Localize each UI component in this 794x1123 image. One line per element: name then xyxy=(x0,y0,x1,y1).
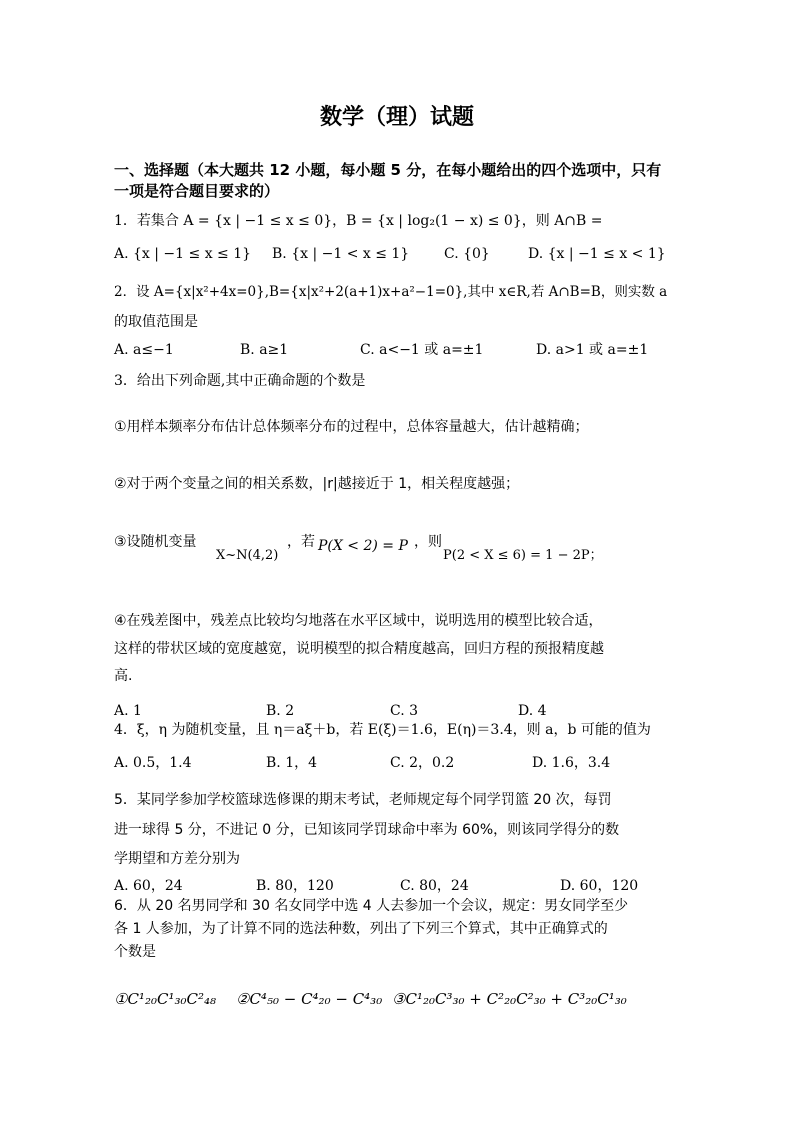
q6-formula-2: ②C⁴₅₀ − C⁴₂₀ − C⁴₃₀ xyxy=(236,990,383,1008)
q2-option-d: D. a>1 或 a=±1 xyxy=(536,342,649,358)
section-heading-line2: 一项是符合题目要求的） xyxy=(114,182,280,200)
q6-formula-3: ③C¹₂₀C³₃₀ + C²₂₀C²₃₀ + C³₂₀C¹₃₀ xyxy=(392,990,627,1008)
q5-option-b: B. 80，120 xyxy=(256,878,334,894)
q4-option-d: D. 1.6，3.4 xyxy=(532,755,611,771)
q5-stem-line1: 5．某同学参加学校篮球选修课的期末考试，老师规定每个同学罚篮 20 次，每罚 xyxy=(114,792,612,808)
q4-option-b: B. 1，4 xyxy=(266,755,318,771)
q1-stem: 1．若集合 A = {x | −1 ≤ x ≤ 0}，B = {x | log₂(1 − x) ≤ 0}，则 A∩B = xyxy=(114,213,603,229)
q2-option-b: B. a≥1 xyxy=(240,342,289,358)
q3-statement-3-result: P(2 < X ≤ 6) = 1 − 2P； xyxy=(443,548,603,563)
q2-stem-line2: 的取值范围是 xyxy=(114,314,198,330)
q3-stem: 3．给出下列命题,其中正确命题的个数是 xyxy=(114,373,366,389)
q1-option-a: A. {x | −1 ≤ x ≤ 1} xyxy=(114,246,252,262)
q1-option-c: C. {0} xyxy=(444,246,490,262)
q3-statement-1: ①用样本频率分布估计总体频率分布的过程中，总体容量越大，估计越精确； xyxy=(114,419,589,435)
q5-option-c: C. 80，24 xyxy=(400,878,469,894)
q3-statement-2: ②对于两个变量之间的相关系数，|r|越接近于 1，相关程度越强； xyxy=(114,476,520,492)
q3-statement-4-line1: ④在残差图中，残差点比较均匀地落在水平区域中，说明选用的模型比较合适， xyxy=(114,613,603,629)
q1-option-b: B. {x | −1 < x ≤ 1} xyxy=(272,246,410,262)
q3-statement-3-condition: P(X < 2) = P xyxy=(318,538,408,554)
q3-statement-3-then: ，则 xyxy=(414,534,442,550)
q6-formula-1: ①C¹₂₀C¹₃₀C²₄₈ xyxy=(114,990,216,1008)
q3-statement-3-label: ③设随机变量 xyxy=(114,534,197,550)
q2-option-a: A. a≤−1 xyxy=(114,342,174,358)
q4-option-a: A. 0.5，1.4 xyxy=(114,755,192,771)
q3-option-d: D. 4 xyxy=(518,703,547,719)
q2-stem-line1: 2．设 A={x|x²+4x=0},B={x|x²+2(a+1)x+a²−1=0},其中 x∈R,若 A∩B=B，则实数 a xyxy=(114,284,668,300)
q5-stem-line2: 进一球得 5 分，不进记 0 分，已知该同学罚球命中率为 60%，则该同学得分的数 xyxy=(114,822,620,838)
q6-stem-line3: 个数是 xyxy=(114,944,156,960)
page-title: 数学（理）试题 xyxy=(319,105,474,130)
q4-option-c: C. 2，0.2 xyxy=(390,755,455,771)
q3-statement-4-line3: 高. xyxy=(114,668,133,684)
q5-option-d: D. 60，120 xyxy=(560,878,639,894)
q6-stem-line2: 各 1 人参加，为了计算不同的选法种数，列出了下列三个算式，其中正确算式的 xyxy=(114,921,608,937)
q6-stem-line1: 6．从 20 名男同学和 30 名女同学中选 4 人去参加一个会议，规定：男女同学至少 xyxy=(114,898,629,914)
q5-stem-line3: 学期望和方差分别为 xyxy=(114,851,240,867)
q5-option-a: A. 60，24 xyxy=(114,878,183,894)
q3-statement-4-line2: 这样的带状区域的宽度越宽，说明模型的拟合精度越高，回归方程的预报精度越 xyxy=(114,641,604,657)
q3-statement-3-if: ，若 xyxy=(287,534,315,550)
q3-option-b: B. 2 xyxy=(266,703,295,719)
q2-option-c: C. a<−1 或 a=±1 xyxy=(360,342,484,358)
q3-statement-3-distribution: X~N(4,2) xyxy=(216,548,279,563)
section-heading-line1: 一、选择题（本大题共 12 小题，每小题 5 分，在每小题给出的四个选项中，只有 xyxy=(114,161,662,179)
q3-option-a: A. 1 xyxy=(114,703,142,719)
q4-stem: 4．ξ，η 为随机变量，且 η＝aξ＋b，若 E(ξ)＝1.6，E(η)＝3.4，则 a，b 可能的值为 xyxy=(114,722,651,738)
q1-option-d: D. {x | −1 ≤ x < 1} xyxy=(528,246,666,262)
q3-option-c: C. 3 xyxy=(390,703,419,719)
